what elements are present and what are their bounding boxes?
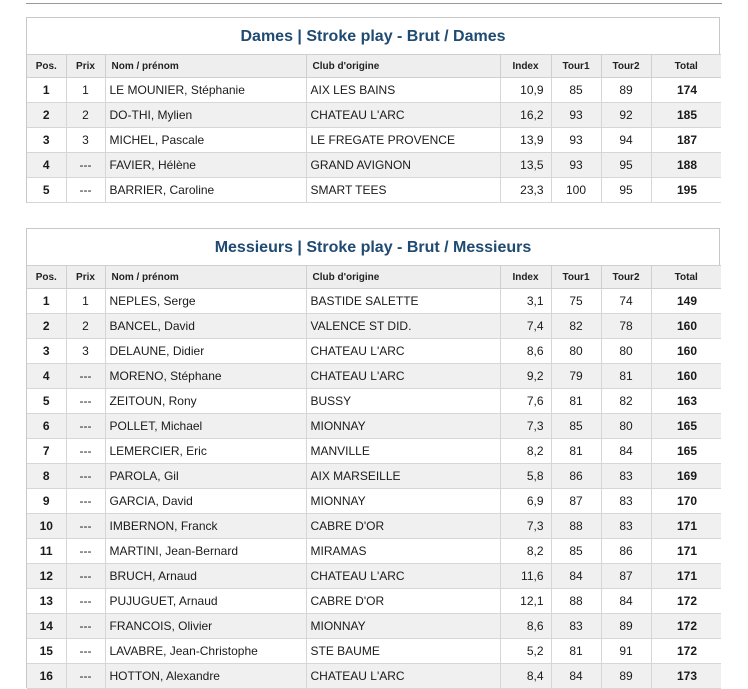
cell-club: MIONNAY: [306, 414, 500, 439]
cell-club: AIX LES BAINS: [306, 78, 500, 103]
table-row: [27, 339, 721, 364]
cell-nom: HOTTON, Alexandre: [105, 664, 306, 689]
cell-total: 171: [651, 539, 721, 564]
cell-total: 170: [651, 489, 721, 514]
cell-tour1: 93: [551, 128, 601, 153]
messieurs-results-panel: [26, 228, 720, 688]
cell-tour1: 88: [551, 589, 601, 614]
messieurs-title: Messieurs | Stroke play - Brut / Messieurs: [214, 239, 532, 256]
cell-total: 174: [651, 78, 721, 103]
cell-club: CHATEAU L'ARC: [306, 364, 500, 389]
col-header-prix: Prix: [66, 55, 105, 78]
messieurs-rows: [27, 289, 721, 689]
table-row: [27, 178, 721, 203]
cell-total: 163: [651, 389, 721, 414]
cell-index: 5,2: [500, 639, 551, 664]
col-header-pos: Pos.: [27, 55, 66, 78]
cell-club: CHATEAU L'ARC: [306, 103, 500, 128]
cell-tour1: 87: [551, 489, 601, 514]
cell-prix: ---: [66, 389, 105, 414]
cell-club: CABRE D'OR: [306, 589, 500, 614]
cell-index: 8,2: [500, 439, 551, 464]
cell-club: CHATEAU L'ARC: [306, 564, 500, 589]
dames-results-table: [27, 54, 721, 203]
cell-prix: ---: [66, 489, 105, 514]
table-row: [27, 639, 721, 664]
cell-club: GRAND AVIGNON: [306, 153, 500, 178]
col-header-nom: Nom / prénom: [105, 55, 306, 78]
table-row: [27, 389, 721, 414]
cell-index: 8,4: [500, 664, 551, 689]
cell-nom: ZEITOUN, Rony: [105, 389, 306, 414]
cell-prix: ---: [66, 589, 105, 614]
cell-tour2: 80: [601, 339, 651, 364]
messieurs-results-table: [27, 265, 721, 689]
cell-total: 188: [651, 153, 721, 178]
cell-nom: POLLET, Michael: [105, 414, 306, 439]
cell-index: 8,2: [500, 539, 551, 564]
table-row: [27, 539, 721, 564]
cell-tour2: 94: [601, 128, 651, 153]
cell-prix: ---: [66, 414, 105, 439]
cell-index: 6,9: [500, 489, 551, 514]
table-row: [27, 128, 721, 153]
cell-total: 160: [651, 364, 721, 389]
cell-prix: ---: [66, 639, 105, 664]
cell-tour1: 88: [551, 514, 601, 539]
cell-club: AIX MARSEILLE: [306, 464, 500, 489]
cell-total: 165: [651, 414, 721, 439]
cell-tour1: 75: [551, 289, 601, 314]
cell-nom: IMBERNON, Franck: [105, 514, 306, 539]
cell-tour2: 83: [601, 464, 651, 489]
cell-tour1: 86: [551, 464, 601, 489]
cell-prix: ---: [66, 564, 105, 589]
col-header-club: Club d'origine: [306, 55, 500, 78]
cell-pos: 11: [27, 539, 66, 564]
cell-tour2: 92: [601, 103, 651, 128]
cell-prix: 3: [66, 128, 105, 153]
cell-total: 173: [651, 664, 721, 689]
col-header-tour2: Tour2: [601, 266, 651, 289]
cell-total: 185: [651, 103, 721, 128]
cell-pos: 1: [27, 78, 66, 103]
cell-nom: DELAUNE, Didier: [105, 339, 306, 364]
cell-club: CABRE D'OR: [306, 514, 500, 539]
table-row: [27, 464, 721, 489]
cell-pos: 15: [27, 639, 66, 664]
cell-nom: LAVABRE, Jean-Christophe: [105, 639, 306, 664]
table-row: [27, 289, 721, 314]
cell-prix: ---: [66, 464, 105, 489]
cell-tour2: 89: [601, 614, 651, 639]
table-row: [27, 103, 721, 128]
cell-index: 7,3: [500, 514, 551, 539]
cell-nom: NEPLES, Serge: [105, 289, 306, 314]
cell-nom: LEMERCIER, Eric: [105, 439, 306, 464]
cell-club: MANVILLE: [306, 439, 500, 464]
cell-index: 13,5: [500, 153, 551, 178]
cell-total: 172: [651, 614, 721, 639]
cell-prix: ---: [66, 153, 105, 178]
col-header-tour2: Tour2: [601, 55, 651, 78]
table-row: [27, 78, 721, 103]
cell-index: 3,1: [500, 289, 551, 314]
cell-index: 7,6: [500, 389, 551, 414]
col-header-tour1: Tour1: [551, 55, 601, 78]
cell-club: BASTIDE SALETTE: [306, 289, 500, 314]
cell-prix: 1: [66, 78, 105, 103]
cell-tour2: 81: [601, 364, 651, 389]
cell-club: BUSSY: [306, 389, 500, 414]
cell-nom: MARTINI, Jean-Bernard: [105, 539, 306, 564]
cell-tour1: 100: [551, 178, 601, 203]
table-header-row: [27, 55, 721, 78]
cell-pos: 2: [27, 314, 66, 339]
cell-nom: BARRIER, Caroline: [105, 178, 306, 203]
cell-total: 149: [651, 289, 721, 314]
cell-tour1: 83: [551, 614, 601, 639]
cell-tour2: 91: [601, 639, 651, 664]
cell-tour1: 81: [551, 439, 601, 464]
cell-nom: LE MOUNIER, Stéphanie: [105, 78, 306, 103]
col-header-club: Club d'origine: [306, 266, 500, 289]
table-row: [27, 489, 721, 514]
cell-tour2: 84: [601, 589, 651, 614]
cell-tour1: 81: [551, 389, 601, 414]
cell-club: STE BAUME: [306, 639, 500, 664]
cell-tour2: 78: [601, 314, 651, 339]
cell-club: MIRAMAS: [306, 539, 500, 564]
col-header-pos: Pos.: [27, 266, 66, 289]
cell-club: MIONNAY: [306, 489, 500, 514]
cell-index: 12,1: [500, 589, 551, 614]
cell-index: 8,6: [500, 614, 551, 639]
cell-pos: 5: [27, 178, 66, 203]
cell-pos: 2: [27, 103, 66, 128]
cell-tour1: 81: [551, 639, 601, 664]
cell-nom: GARCIA, David: [105, 489, 306, 514]
cell-index: 7,4: [500, 314, 551, 339]
cell-prix: ---: [66, 614, 105, 639]
cell-total: 169: [651, 464, 721, 489]
cell-prix: 3: [66, 339, 105, 364]
cell-club: MIONNAY: [306, 614, 500, 639]
col-header-index: Index: [500, 266, 551, 289]
table-row: [27, 153, 721, 178]
cell-index: 16,2: [500, 103, 551, 128]
cell-tour1: 93: [551, 153, 601, 178]
cell-pos: 1: [27, 289, 66, 314]
cell-pos: 8: [27, 464, 66, 489]
cell-tour2: 80: [601, 414, 651, 439]
cell-prix: ---: [66, 539, 105, 564]
cell-pos: 10: [27, 514, 66, 539]
cell-tour2: 83: [601, 514, 651, 539]
cell-total: 171: [651, 514, 721, 539]
table-row: [27, 314, 721, 339]
cell-nom: PUJUGUET, Arnaud: [105, 589, 306, 614]
cell-tour1: 85: [551, 78, 601, 103]
cell-nom: MICHEL, Pascale: [105, 128, 306, 153]
cell-pos: 5: [27, 389, 66, 414]
cell-prix: ---: [66, 364, 105, 389]
table-row: [27, 439, 721, 464]
cell-tour1: 80: [551, 339, 601, 364]
cell-index: 13,9: [500, 128, 551, 153]
cell-tour2: 82: [601, 389, 651, 414]
cell-tour2: 95: [601, 153, 651, 178]
cell-pos: 7: [27, 439, 66, 464]
cell-pos: 9: [27, 489, 66, 514]
cell-prix: ---: [66, 514, 105, 539]
col-header-total: Total: [651, 266, 721, 289]
cell-total: 195: [651, 178, 721, 203]
cell-pos: 14: [27, 614, 66, 639]
dames-rows: [27, 78, 721, 203]
table-row: [27, 614, 721, 639]
col-header-tour1: Tour1: [551, 266, 601, 289]
cell-index: 9,2: [500, 364, 551, 389]
cell-prix: ---: [66, 664, 105, 689]
cell-prix: ---: [66, 178, 105, 203]
cell-index: 7,3: [500, 414, 551, 439]
table-row: [27, 664, 721, 689]
cell-prix: 2: [66, 103, 105, 128]
cell-tour1: 93: [551, 103, 601, 128]
cell-club: CHATEAU L'ARC: [306, 339, 500, 364]
cell-nom: PAROLA, Gil: [105, 464, 306, 489]
table-row: [27, 364, 721, 389]
col-header-total: Total: [651, 55, 721, 78]
cell-pos: 3: [27, 339, 66, 364]
cell-prix: 2: [66, 314, 105, 339]
cell-pos: 16: [27, 664, 66, 689]
table-header-row: [27, 266, 721, 289]
cell-club: SMART TEES: [306, 178, 500, 203]
cell-tour1: 79: [551, 364, 601, 389]
cell-club: VALENCE ST DID.: [306, 314, 500, 339]
table-row: [27, 564, 721, 589]
cell-nom: FAVIER, Hélène: [105, 153, 306, 178]
cell-tour2: 74: [601, 289, 651, 314]
cell-club: CHATEAU L'ARC: [306, 664, 500, 689]
cell-tour2: 86: [601, 539, 651, 564]
table-row: [27, 414, 721, 439]
dames-results-panel: [26, 17, 720, 203]
cell-pos: 12: [27, 564, 66, 589]
cell-tour2: 87: [601, 564, 651, 589]
cell-tour2: 84: [601, 439, 651, 464]
cell-total: 160: [651, 339, 721, 364]
cell-nom: MORENO, Stéphane: [105, 364, 306, 389]
cell-tour1: 82: [551, 314, 601, 339]
cell-tour2: 95: [601, 178, 651, 203]
cell-index: 8,6: [500, 339, 551, 364]
table-row: [27, 589, 721, 614]
cell-pos: 4: [27, 364, 66, 389]
cell-index: 10,9: [500, 78, 551, 103]
cell-total: 172: [651, 589, 721, 614]
cell-pos: 6: [27, 414, 66, 439]
cell-total: 171: [651, 564, 721, 589]
cell-total: 160: [651, 314, 721, 339]
cell-tour1: 84: [551, 664, 601, 689]
cell-tour2: 89: [601, 664, 651, 689]
cell-pos: 3: [27, 128, 66, 153]
cell-total: 187: [651, 128, 721, 153]
top-divider: [26, 3, 722, 4]
cell-prix: ---: [66, 439, 105, 464]
cell-total: 172: [651, 639, 721, 664]
cell-tour2: 83: [601, 489, 651, 514]
table-row: [27, 514, 721, 539]
cell-index: 11,6: [500, 564, 551, 589]
cell-index: 23,3: [500, 178, 551, 203]
cell-nom: FRANCOIS, Olivier: [105, 614, 306, 639]
cell-tour1: 85: [551, 414, 601, 439]
col-header-index: Index: [500, 55, 551, 78]
cell-nom: BRUCH, Arnaud: [105, 564, 306, 589]
cell-tour1: 84: [551, 564, 601, 589]
cell-club: LE FREGATE PROVENCE: [306, 128, 500, 153]
cell-nom: BANCEL, David: [105, 314, 306, 339]
cell-tour1: 85: [551, 539, 601, 564]
cell-pos: 4: [27, 153, 66, 178]
cell-prix: 1: [66, 289, 105, 314]
cell-pos: 13: [27, 589, 66, 614]
cell-total: 165: [651, 439, 721, 464]
col-header-prix: Prix: [66, 266, 105, 289]
dames-title: Dames | Stroke play - Brut / Dames: [240, 28, 506, 45]
cell-nom: DO-THI, Mylien: [105, 103, 306, 128]
cell-tour2: 89: [601, 78, 651, 103]
cell-index: 5,8: [500, 464, 551, 489]
col-header-nom: Nom / prénom: [105, 266, 306, 289]
